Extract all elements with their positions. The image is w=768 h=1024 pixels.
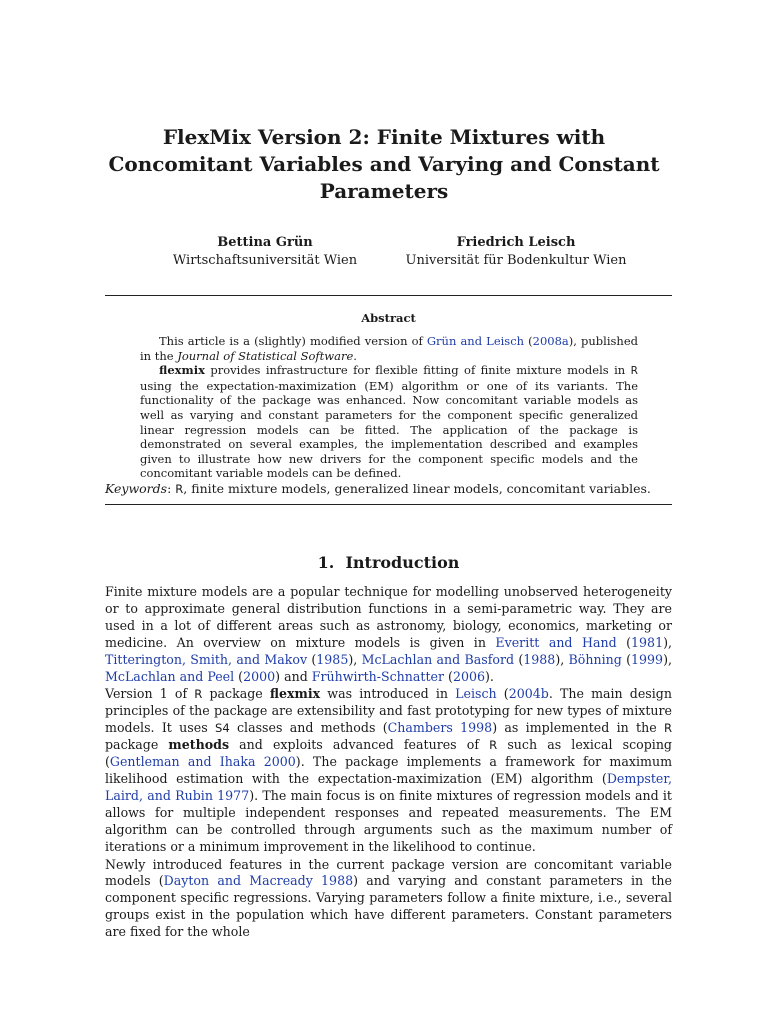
body-text: was introduced in (320, 686, 456, 702)
body-paragraph-1: Finite mixture models are a popular technique for modelling unobserved heterogeneity or to approximate general distribution functions in a semi-parametric way. They are used in a lot of different areas such as astronomy, biology, economics, marketing or medicine. An overview on mixture models is given in Everitt and Hand (1981), Titterington, Smith, and Makov (1985), McLachlan and Basford (1988), Böhning (1999), McLachlan and Peel (2000) and Frühwirth-Schnatter (2006). (105, 584, 673, 684)
citation-link[interactable]: McLachlan and Basford (361, 651, 515, 667)
keywords-text: , finite mixture models, generalized linear models, concomitant variables. (183, 481, 651, 496)
keywords-label: Keywords (105, 481, 168, 496)
body-text: Newly introduced features in the current package version are concomitant variable models ( (105, 856, 672, 889)
body-text: classes and methods ( (229, 720, 388, 736)
abstract-paragraph-1 (140, 334, 638, 363)
body-text: Version 1 of (105, 686, 195, 702)
body-text: ) and varying and constant parameters in the component specific regressions. Varying parameters follow a finite mixture, i.e., several groups exist in the population which have different parameters. Constant parameters are fixed for the whole (105, 873, 672, 940)
body-text: . (489, 668, 494, 684)
citation-year-link[interactable]: 1999 (631, 651, 664, 667)
abstract-text: This article is a (slightly) modified version of (159, 334, 427, 348)
abstract-text: provides infrastructure for flexible fitting of finite mixture models in (204, 363, 631, 378)
keywords-separator: : (167, 481, 176, 496)
section-heading (105, 553, 672, 572)
citation-year-link[interactable]: 2000 (243, 668, 276, 684)
citation-link[interactable]: Dempster, Laird, and Rubin 1977 (105, 770, 672, 803)
citation-link[interactable]: Gentleman and Ihaka 2000 (109, 754, 296, 770)
r-language: R (663, 721, 673, 736)
author-block-2 (400, 234, 632, 270)
top-rule (105, 295, 672, 296)
citation-link[interactable]: Dayton and Macready 1988 (163, 873, 354, 889)
title-line-2: Concomitant Variables and Varying and Constant (108, 152, 660, 176)
author-affiliation: Wirtschaftsuniversität Wien (172, 253, 358, 268)
body-text: Finite mixture models are a popular technique for modelling unobserved heterogeneity or to approximate general distribution functions in a semi-parametric way. They are used in a lot of different areas such as astronomy, biology, economics, marketing or medicine. An overview on mixture models is given in (105, 584, 672, 650)
citation-link[interactable]: Chambers 1998 (387, 720, 493, 736)
body-text: and exploits advanced features of (229, 737, 490, 753)
author-name: Friedrich Leisch (456, 235, 576, 250)
body-text: . The main design principles of the package are extensibility and fast prototyping for new types of mixture models. It uses (105, 686, 672, 736)
body-paragraph-3 (105, 857, 672, 942)
abstract-text: using the expectation-maximization (EM) algorithm or one of its variants. The functionality of the package was enhanced. Now concomitant variable models as well as varying and constant parameters for the component specific generalized linear regression models can be fitted. The application of the package is demonstrated on several examples, the implementation described and examples given to illustrate how new drivers for the component specific models and the concomitant variable models can be defined. (140, 378, 638, 481)
author-name: Bettina Grün (217, 235, 313, 250)
author-block-1 (165, 234, 365, 270)
abstract-body (140, 334, 638, 481)
abstract-text: ), published in the (140, 334, 638, 363)
package-name: flexmix (159, 363, 205, 378)
r-language: R (194, 687, 203, 702)
citation-link[interactable]: Grün and Leisch (426, 334, 525, 348)
body-text: package (202, 686, 270, 702)
body-text: package (105, 737, 169, 753)
abstract-text: . (353, 348, 357, 363)
title-line-3: Parameters (319, 179, 449, 203)
citation-year-link[interactable]: 2008a (532, 334, 569, 348)
body-text: and (280, 668, 312, 684)
citation-link[interactable]: Everitt and Hand (495, 634, 617, 650)
body-paragraph-2: Version 1 of R package flexmix was introduced in Leisch (2004b. The main design principles of the package are extensibility and fast prototyping for new types of mixture models. It uses S4 classes and methods (Chambers 1998) as implemented in the R package methods and exploits advanced features of R such as lexical scoping (Gentleman and Ihaka 2000). The package implements a framework for maximum likelihood estimation with the expectation-maximization (EM) algorithm (Dempster, Laird, and Rubin 1977). The main focus is on finite mixtures of regression models and it allows for multiple independent responses and repeated measurements. The EM algorithm can be controlled through arguments such as the maximum number of iterations or a minimum improvement in the likelihood to continue. (105, 686, 673, 854)
citation-link[interactable]: McLachlan and Peel (105, 668, 235, 684)
r-language: R (489, 738, 498, 753)
citation-link[interactable]: Frühwirth-Schnatter (311, 668, 445, 684)
body-text: ). The main focus is on finite mixtures of regression models and it allows for multiple independent responses and repeated measurements. The EM algorithm can be controlled through arguments such as the maximum number of iterations or a minimum improvement in the likelihood to continue. (105, 787, 672, 854)
abstract-text: ( (524, 334, 533, 348)
abstract-heading: Abstract (361, 311, 416, 325)
package-name: methods (168, 737, 230, 753)
section-number: 1. (317, 553, 335, 572)
bottom-rule (105, 504, 672, 505)
body-text: ). The package implements a framework for maximum likelihood estimation with the expectation-maximization (EM) algorithm ( (105, 754, 673, 786)
citation-link[interactable]: Böhning (568, 651, 622, 667)
citation-year-link[interactable]: 2006 (452, 668, 485, 684)
package-name: flexmix (269, 686, 321, 702)
citation-year-link[interactable]: 1981 (631, 634, 664, 650)
citation-year-link[interactable]: 2004b (508, 686, 549, 702)
author-affiliation: Universität für Bodenkultur Wien (405, 253, 627, 268)
journal-name: Journal of Statistical Software (177, 348, 354, 363)
citation-year-link[interactable]: 1985 (316, 651, 349, 667)
section-body (105, 584, 672, 942)
paper-title (60, 124, 708, 205)
citation-link[interactable]: Titterington, Smith, and Makov (105, 651, 308, 667)
body-text: such as lexical scoping ( (105, 737, 672, 770)
r-language: R (175, 482, 184, 496)
citation-link[interactable]: Leisch (455, 686, 497, 702)
section-title: Introduction (345, 553, 460, 572)
body-text: ) as implemented in the (492, 720, 664, 736)
title-line-1: FlexMix Version 2: Finite Mixtures with (162, 125, 606, 149)
citation-year-link[interactable]: 1988 (523, 651, 556, 667)
r-language: R (630, 365, 638, 378)
keywords (105, 481, 672, 497)
abstract-paragraph-2 (140, 363, 638, 481)
s4-label: S4 (214, 721, 230, 736)
